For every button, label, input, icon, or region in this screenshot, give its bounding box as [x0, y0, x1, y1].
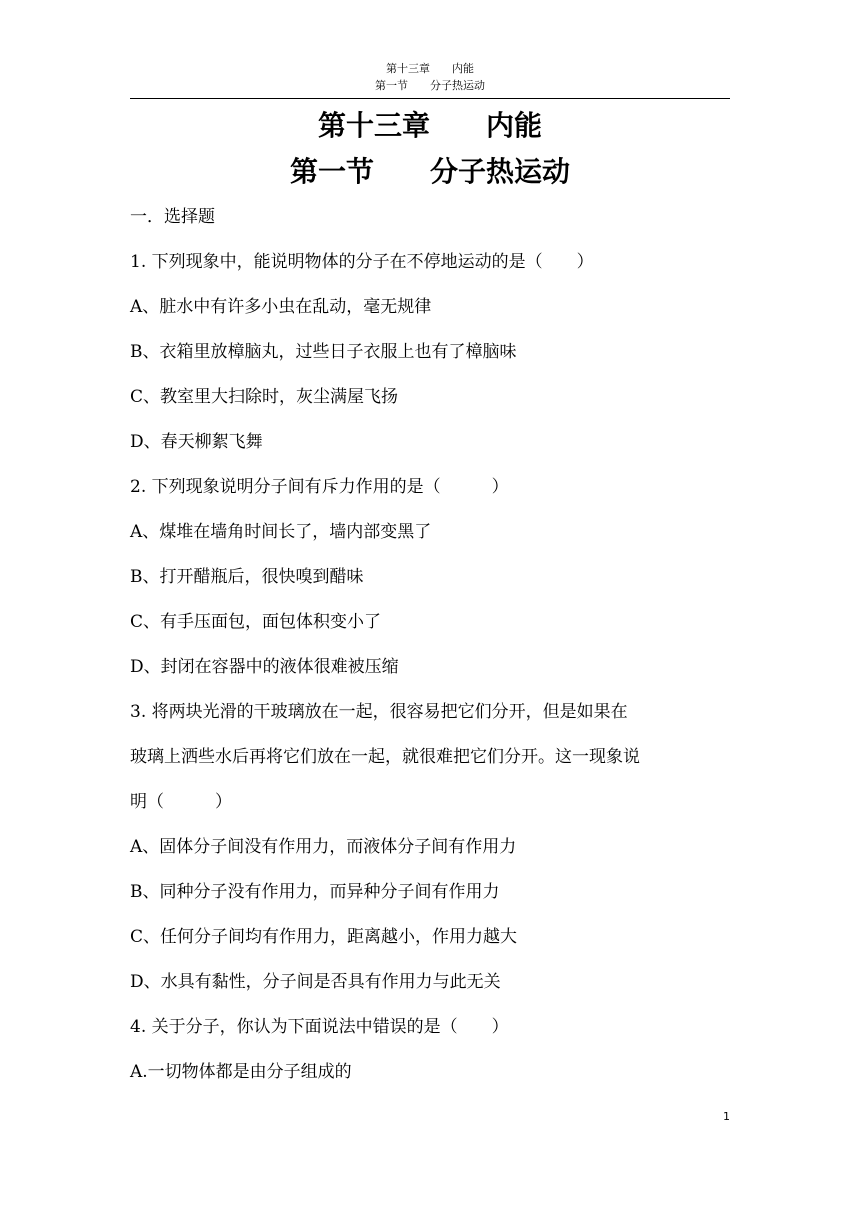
question-2-option-a: A、煤堆在墙角时间长了，墙内部变黑了: [130, 522, 432, 542]
question-3-option-d: D、水具有黏性，分子间是否具有作用力与此无关: [130, 972, 501, 992]
question-1-option-c: C、教室里大扫除时，灰尘满屋飞扬: [130, 387, 399, 407]
question-4-stem: 4. 关于分子，你认为下面说法中错误的是（ ）: [130, 1017, 509, 1037]
question-3-option-b: B、同种分子没有作用力，而异种分子间有作用力: [130, 882, 500, 902]
question-4-option-a: A.一切物体都是由分子组成的: [130, 1062, 352, 1082]
header-divider: [130, 98, 730, 99]
question-1-option-d: D、春天柳絮飞舞: [130, 432, 263, 452]
question-3-option-c: C、任何分子间均有作用力，距离越小，作用力越大: [130, 927, 518, 947]
question-2-option-c: C、有手压面包，面包体积变小了: [130, 612, 382, 632]
page-number: 1: [723, 1110, 730, 1123]
running-header-line-2: 第一节 分子热运动: [375, 79, 485, 92]
question-2-option-d: D、封闭在容器中的液体很难被压缩: [130, 657, 399, 677]
question-3-stem-line-3: 明（ ）: [130, 792, 232, 812]
question-1-stem: 1. 下列现象中，能说明物体的分子在不停地运动的是（ ）: [130, 252, 594, 272]
question-2-option-b: B、打开醋瓶后，很快嗅到醋味: [130, 567, 364, 587]
running-header-line-1: 第十三章 内能: [386, 62, 474, 75]
question-1-option-a: A、脏水中有许多小虫在乱动，毫无规律: [130, 297, 432, 317]
running-header: [130, 60, 730, 94]
chapter-title: 第十三章 内能: [317, 109, 542, 142]
section-heading: 一．选择题: [130, 207, 215, 227]
section-title: 第一节 分子热运动: [289, 155, 570, 188]
question-3-option-a: A、固体分子间没有作用力，而液体分子间有作用力: [130, 837, 517, 857]
question-2-stem: 2. 下列现象说明分子间有斥力作用的是（ ）: [130, 477, 509, 497]
question-3-stem-line-1: 3. 将两块光滑的干玻璃放在一起，很容易把它们分开，但是如果在: [130, 702, 628, 722]
question-1-option-b: B、衣箱里放樟脑丸，过些日子衣服上也有了樟脑味: [130, 342, 517, 362]
question-3-stem-line-2: 玻璃上洒些水后再将它们放在一起，就很难把它们分开。这一现象说: [130, 747, 640, 767]
